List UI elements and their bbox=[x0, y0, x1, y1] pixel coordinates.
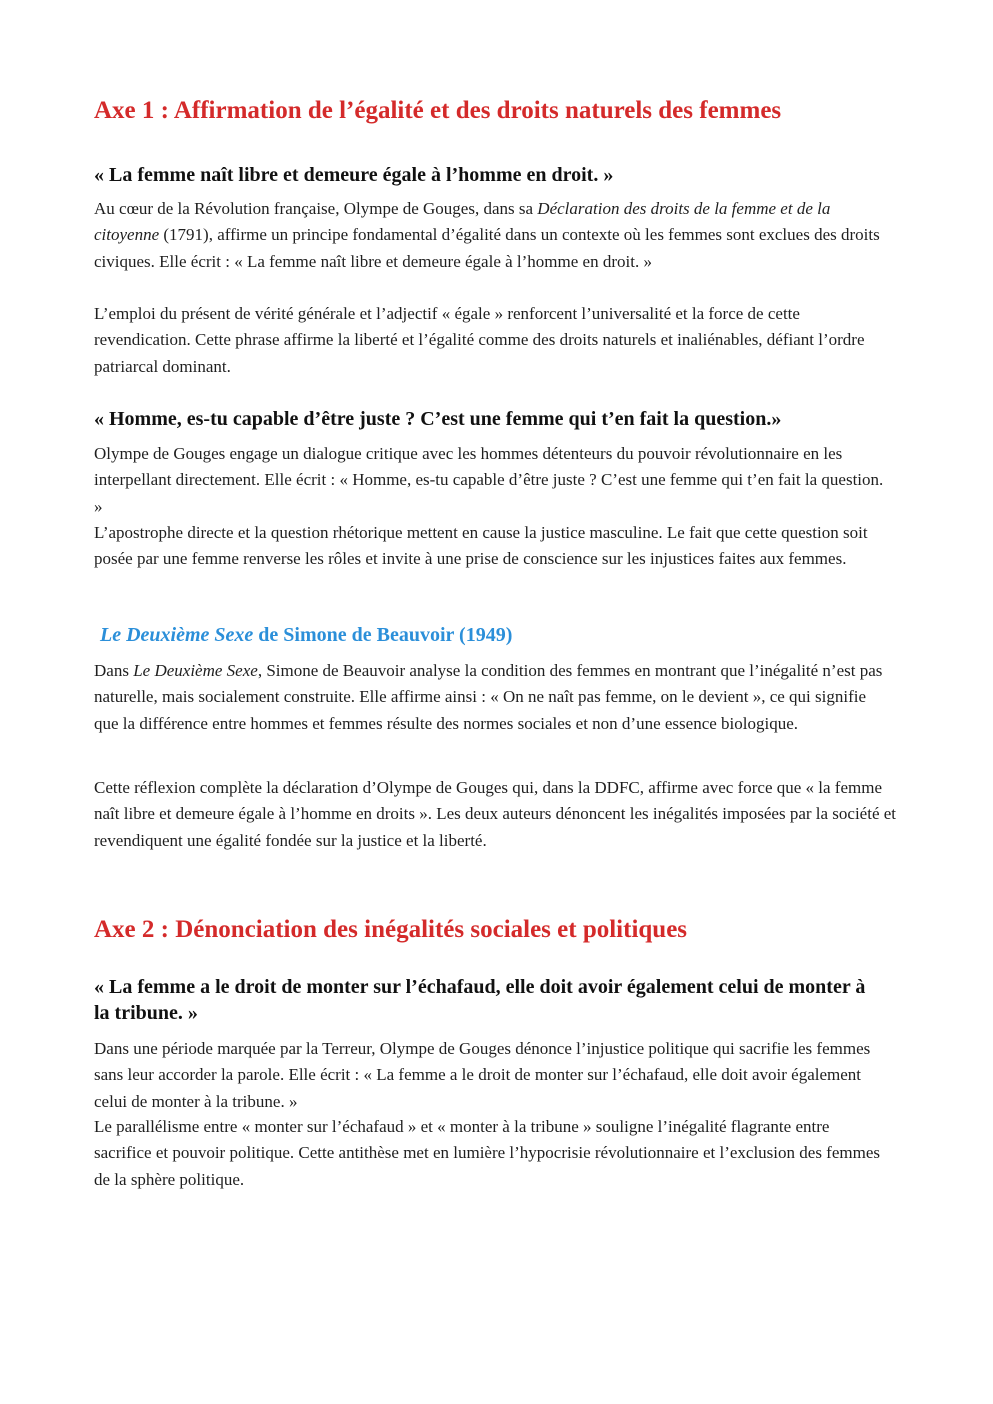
book-title: Le Deuxième Sexe bbox=[100, 624, 254, 646]
axe1-section1-paragraph1 bbox=[94, 196, 894, 275]
axe1-section2-paragraph2: L’apostrophe directe et la question rhétorique mettent en cause la justice masculine. Le fait que cette question soit posée par une femme renverse les rôles et invite à une prise de conscience sur les injustices faites aux femmes. bbox=[94, 523, 868, 569]
axe1-section1-paragraph2: L’emploi du présent de vérité générale et l’adjectif « égale » renforcent l’universalité et la force de cette revendication. Cette phrase affirme la liberté et l’égalité comme des droits naturels et inaliénables, défiant l’ordre patriarcal dominant. bbox=[94, 304, 865, 376]
axe2-section1-paragraph1: Dans une période marquée par la Terreur, Olympe de Gouges dénonce l’injustice politique qui sacrifie les femmes sans leur accorder la parole. Elle écrit : « La femme a le droit de monter sur l’échafaud, elle doit avoir également celui de monter à la tribune. » bbox=[94, 1039, 871, 1111]
axe1-section3-paragraph2: Cette réflexion complète la déclaration d’Olympe de Gouges qui, dans la DDFC, affirme avec force que « la femme naît libre et demeure égale à l’homme en droits ». Les deux auteurs dénoncent les inégalités imposées par la société et revendiquent une égalité fondée sur la justice et la liberté. bbox=[94, 778, 897, 850]
axe1-s1-p1-text-b: (1791), affirme un principe fondamental d’égalité dans un contexte où les femmes sont exclues des droits civiques. Elle écrit : « La femme naît libre et demeure égale à l’homme en droit. » bbox=[94, 225, 880, 271]
book-author-year: de Simone de Beauvoir (1949) bbox=[253, 624, 513, 646]
axe1-section2-paragraph1: Olympe de Gouges engage un dialogue critique avec les hommes détenteurs du pouvoir révolutionnaire en les interpellant directement. Elle écrit : « Homme, es-tu capable d’être juste ? C’est une femme qui t’en fait la question. » bbox=[94, 444, 884, 516]
axe1-section2-heading: « Homme, es-tu capable d’être juste ? C’est une femme qui t’en fait la question.» bbox=[94, 408, 782, 430]
axe1-s1-p1-text-a: Au cœur de la Révolution française, Olympe de Gouges, dans sa bbox=[94, 199, 538, 218]
axe2-title: Axe 2 : Dénonciation des inégalités sociales et politiques bbox=[94, 916, 688, 943]
axe1-section3-paragraph1 bbox=[94, 658, 884, 737]
axe1-s1-p1-work-title: Déclaration des droits de la femme et de la citoyenne bbox=[94, 199, 831, 245]
axe2-section1-paragraph2: Le parallélisme entre « monter sur l’échafaud » et « monter à la tribune » souligne l’inégalité flagrante entre sacrifice et pouvoir politique. Cette antithèse met en lumière l’hypocrisie révolutionnaire et l’exclusion des femmes de la sphère politique. bbox=[94, 1117, 880, 1189]
axe1-s3-p1-text-b: , Simone de Beauvoir analyse la condition des femmes en montrant que l’inégalité n’est pas naturelle, mais socialement construite. Elle affirme ainsi : « On ne naît pas femme, on le devient », ce qui signifie que la différence entre hommes et femmes résulte des normes sociales et non d’une essence biologique. bbox=[94, 661, 883, 733]
axe1-title: Axe 1 : Affirmation de l’égalité et des droits naturels des femmes bbox=[94, 97, 782, 124]
axe2-section1-heading: « La femme a le droit de monter sur l’échafaud, elle doit avoir également celui de monter à la tribune. » bbox=[94, 976, 866, 1024]
axe1-section3-heading bbox=[100, 622, 900, 648]
axe1-section1-heading: « La femme naît libre et demeure égale à l’homme en droit. » bbox=[94, 164, 614, 186]
axe1-s3-p1-work-title: Le Deuxième Sexe bbox=[133, 661, 258, 680]
axe1-s3-p1-text-a: Dans bbox=[94, 661, 134, 680]
